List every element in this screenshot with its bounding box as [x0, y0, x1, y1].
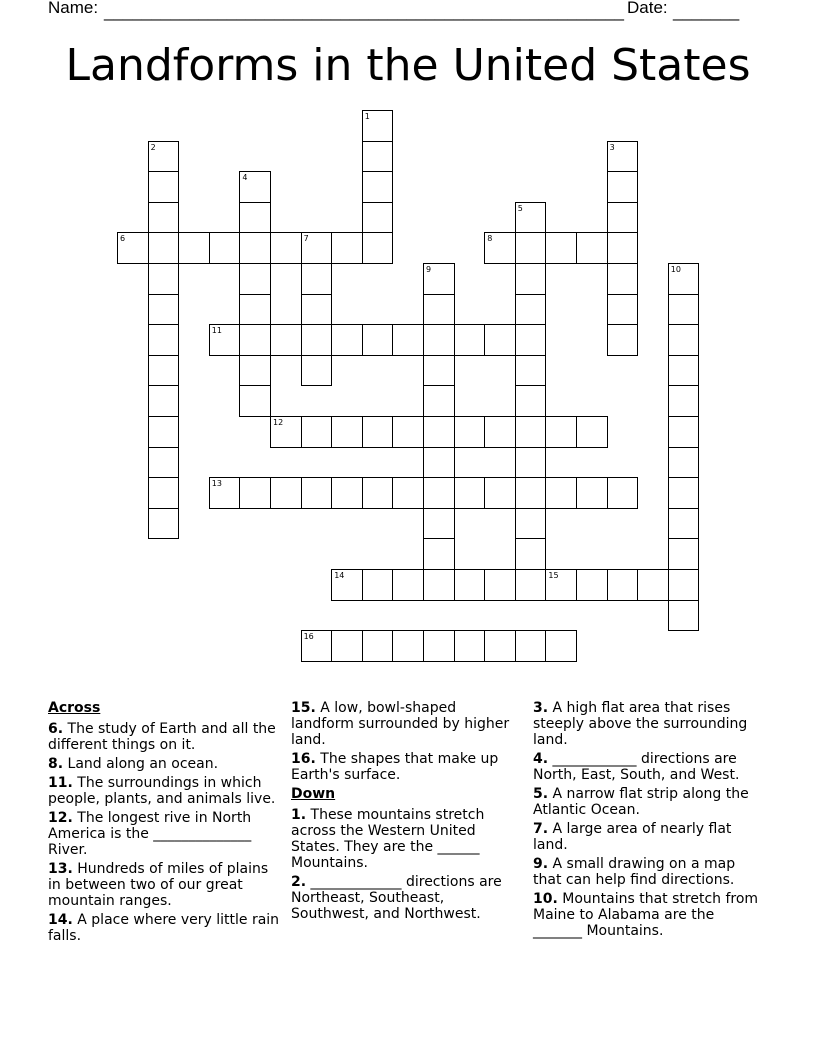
cell-number: 11: [211, 326, 222, 336]
clue-text: A large area of nearly flat land.: [533, 821, 732, 853]
grid-cell[interactable]: [392, 477, 424, 509]
grid-cell[interactable]: [148, 232, 180, 264]
grid-cell[interactable]: [148, 294, 180, 326]
grid-cell[interactable]: [301, 232, 333, 264]
date-label: Date:: [627, 0, 668, 17]
grid-cell[interactable]: [515, 508, 547, 540]
name-label: Name:: [48, 0, 99, 17]
clue-text: The longest rive in North America is the ______________ River.: [48, 810, 252, 858]
clue-down-3: [533, 700, 765, 748]
grid-cell[interactable]: [239, 324, 271, 356]
clue-number: 6.: [48, 721, 64, 737]
grid-cell[interactable]: [392, 416, 424, 448]
clues-column-3: [533, 700, 765, 942]
grid-cell[interactable]: [301, 324, 333, 356]
grid-cell[interactable]: [148, 385, 180, 417]
grid-cell[interactable]: [607, 171, 639, 203]
grid-cell[interactable]: [148, 355, 180, 387]
grid-cell[interactable]: [668, 263, 700, 295]
grid-cell[interactable]: [148, 508, 180, 540]
clue-across-13: [48, 861, 280, 909]
clue-across-15: [291, 700, 523, 748]
clue-text: A narrow flat strip along the Atlantic Ocean.: [533, 786, 749, 818]
cell-number: 9: [426, 265, 432, 274]
clue-text: The surroundings in which people, plants, and animals live.: [48, 775, 276, 807]
grid-cell[interactable]: [607, 263, 639, 295]
grid-cell[interactable]: [545, 569, 577, 601]
grid-cell[interactable]: [392, 569, 424, 601]
grid-cell[interactable]: [362, 477, 394, 509]
grid-cell[interactable]: [239, 477, 271, 509]
grid-cell[interactable]: [454, 477, 486, 509]
grid-cell[interactable]: [668, 324, 700, 356]
grid-cell[interactable]: [301, 263, 333, 295]
clue-text: A high flat area that rises steeply above the surrounding land.: [533, 700, 748, 748]
grid-cell[interactable]: [148, 141, 180, 173]
grid-cell[interactable]: [362, 110, 394, 142]
across-heading: Across: [48, 700, 101, 716]
grid-cell[interactable]: [423, 447, 455, 479]
grid-cell[interactable]: [239, 202, 271, 234]
grid-cell[interactable]: [515, 202, 547, 234]
grid-cell[interactable]: [331, 416, 363, 448]
clue-number: 10.: [533, 891, 558, 907]
grid-cell[interactable]: [607, 569, 639, 601]
clue-number: 8.: [48, 756, 64, 772]
page-title: Landforms in the United States: [65, 40, 751, 91]
cell-number: 12: [273, 418, 284, 427]
grid-cell[interactable]: [545, 630, 577, 662]
grid-cell[interactable]: [148, 324, 180, 356]
clue-across-11: [48, 775, 280, 807]
grid-cell[interactable]: [301, 294, 333, 326]
grid-cell[interactable]: [148, 263, 180, 295]
clue-number: 1.: [291, 807, 307, 823]
cell-number: 8: [487, 234, 493, 244]
cell-number: 2: [150, 142, 156, 152]
clue-number: 2.: [291, 874, 307, 890]
grid-cell[interactable]: [362, 141, 394, 173]
grid-cell[interactable]: [423, 324, 455, 356]
clue-down-9: [533, 856, 765, 888]
grid-cell[interactable]: [576, 569, 608, 601]
grid-cell[interactable]: [301, 477, 333, 509]
grid-cell[interactable]: [392, 324, 424, 356]
grid-cell[interactable]: [515, 263, 547, 295]
grid-cell[interactable]: [668, 355, 700, 387]
grid-cell[interactable]: [607, 232, 639, 264]
grid-cell[interactable]: [148, 477, 180, 509]
grid-cell[interactable]: [668, 600, 700, 632]
grid-cell[interactable]: [270, 232, 302, 264]
grid-cell[interactable]: [545, 416, 577, 448]
grid-cell[interactable]: [239, 385, 271, 417]
grid-cell[interactable]: [239, 294, 271, 326]
grid-cell[interactable]: [423, 385, 455, 417]
grid-cell[interactable]: [454, 416, 486, 448]
grid-cell[interactable]: [423, 294, 455, 326]
grid-cell[interactable]: [515, 477, 547, 509]
cell-number: 7: [303, 234, 309, 244]
grid-cell[interactable]: [668, 447, 700, 479]
grid-cell[interactable]: [362, 324, 394, 356]
clue-number: 4.: [533, 751, 549, 767]
grid-cell[interactable]: [423, 569, 455, 601]
grid-cell[interactable]: [362, 569, 394, 601]
clue-text: A place where very little rain falls.: [48, 912, 280, 944]
grid-cell[interactable]: [331, 569, 363, 601]
clue-number: 15.: [291, 700, 316, 716]
grid-cell[interactable]: [515, 324, 547, 356]
grid-cell[interactable]: [515, 232, 547, 264]
clue-across-8: [48, 756, 280, 772]
cell-number: 4: [242, 173, 248, 183]
clue-down-2: [291, 874, 523, 922]
clue-number: 16.: [291, 751, 316, 767]
clue-down-5: [533, 786, 765, 818]
grid-cell[interactable]: [270, 324, 302, 356]
clue-text: Mountains that stretch from Maine to Alabama are the _______ Mountains.: [533, 891, 759, 939]
grid-cell[interactable]: [484, 569, 516, 601]
grid-cell[interactable]: [423, 538, 455, 570]
grid-cell[interactable]: [545, 232, 577, 264]
grid-cell[interactable]: [209, 324, 241, 356]
clue-across-14: [48, 912, 280, 944]
clue-text: Hundreds of miles of plains in between two of our great mountain ranges.: [48, 861, 269, 909]
grid-cell[interactable]: [484, 324, 516, 356]
cell-number: 10: [670, 265, 681, 274]
clue-down-1: [291, 807, 523, 871]
clue-text: _____________ directions are Northeast, Southeast, Southwest, and Northwest.: [291, 874, 502, 922]
grid-cell[interactable]: [148, 447, 180, 479]
grid-cell[interactable]: [270, 416, 302, 448]
grid-cell[interactable]: [423, 263, 455, 295]
grid-cell[interactable]: [392, 630, 424, 662]
grid-cell[interactable]: [148, 171, 180, 203]
clue-down-10: [533, 891, 765, 939]
grid-cell[interactable]: [515, 294, 547, 326]
grid-cell[interactable]: [423, 508, 455, 540]
clue-down-7: [533, 821, 765, 853]
grid-cell[interactable]: [239, 232, 271, 264]
clue-text: The shapes that make up Earth's surface.: [291, 751, 499, 783]
clue-number: 13.: [48, 861, 73, 877]
grid-cell[interactable]: [484, 232, 516, 264]
grid-cell[interactable]: [515, 538, 547, 570]
grid-cell[interactable]: [668, 508, 700, 540]
grid-cell[interactable]: [515, 569, 547, 601]
clue-down-4: [533, 751, 765, 783]
grid-cell[interactable]: [117, 232, 149, 264]
grid-cell[interactable]: [576, 477, 608, 509]
name-line: _______________________________________________________: [104, 2, 625, 21]
grid-cell[interactable]: [148, 416, 180, 448]
grid-cell[interactable]: [607, 294, 639, 326]
clue-text: The study of Earth and all the different things on it.: [48, 721, 276, 753]
grid-cell[interactable]: [484, 416, 516, 448]
grid-cell[interactable]: [331, 630, 363, 662]
grid-cell[interactable]: [668, 569, 700, 601]
grid-cell[interactable]: [515, 630, 547, 662]
grid-cell[interactable]: [209, 232, 241, 264]
clue-number: 5.: [533, 786, 549, 802]
grid-cell[interactable]: [301, 630, 333, 662]
grid-cell[interactable]: [239, 171, 271, 203]
grid-cell[interactable]: [454, 324, 486, 356]
grid-cell[interactable]: [637, 569, 669, 601]
grid-cell[interactable]: [362, 630, 394, 662]
grid-cell[interactable]: [668, 385, 700, 417]
grid-cell[interactable]: [362, 416, 394, 448]
grid-cell[interactable]: [515, 416, 547, 448]
clue-text: These mountains stretch across the Western United States. They are the ______ Mountains.: [291, 807, 485, 871]
grid-cell[interactable]: [423, 477, 455, 509]
grid-cell[interactable]: [454, 630, 486, 662]
down-heading: Down: [291, 786, 336, 802]
cell-number: 16: [303, 632, 314, 642]
grid-cell[interactable]: [362, 232, 394, 264]
grid-cell[interactable]: [515, 447, 547, 479]
grid-cell[interactable]: [454, 569, 486, 601]
clue-number: 11.: [48, 775, 73, 791]
grid-cell[interactable]: [668, 416, 700, 448]
grid-cell[interactable]: [301, 355, 333, 387]
cell-number: 3: [609, 142, 615, 152]
grid-cell[interactable]: [178, 232, 210, 264]
clue-text: Land along an ocean.: [67, 756, 219, 772]
grid-cell[interactable]: [239, 355, 271, 387]
clues-column-1: [48, 700, 280, 947]
cell-number: 14: [334, 571, 345, 580]
grid-cell[interactable]: [270, 477, 302, 509]
grid-cell[interactable]: [209, 477, 241, 509]
grid-cell[interactable]: [576, 416, 608, 448]
grid-cell[interactable]: [423, 630, 455, 662]
grid-cell[interactable]: [484, 477, 516, 509]
clue-number: 3.: [533, 700, 549, 716]
grid-cell[interactable]: [607, 324, 639, 356]
grid-cell[interactable]: [484, 630, 516, 662]
grid-cell[interactable]: [331, 324, 363, 356]
clue-number: 14.: [48, 912, 73, 928]
cell-number: 6: [120, 234, 126, 244]
cell-number: 15: [548, 571, 559, 580]
clue-text: ____________ directions are North, East, South, and West.: [533, 751, 740, 783]
grid-cell[interactable]: [331, 232, 363, 264]
clue-text: A small drawing on a map that can help find directions.: [533, 856, 736, 888]
cell-number: 1: [364, 112, 370, 121]
clue-number: 7.: [533, 821, 549, 837]
grid-cell[interactable]: [362, 171, 394, 203]
clue-number: 12.: [48, 810, 73, 826]
grid-cell[interactable]: [607, 477, 639, 509]
grid-cell[interactable]: [331, 477, 363, 509]
grid-cell[interactable]: [545, 477, 577, 509]
clue-number: 9.: [533, 856, 549, 872]
grid-cell[interactable]: [668, 538, 700, 570]
clue-across-16: [291, 751, 523, 783]
grid-cell[interactable]: [239, 263, 271, 295]
grid-cell[interactable]: [515, 385, 547, 417]
date-line: _______: [673, 2, 740, 21]
cell-number: 5: [517, 203, 523, 213]
grid-cell[interactable]: [423, 416, 455, 448]
grid-cell[interactable]: [362, 202, 394, 234]
grid-cell[interactable]: [668, 477, 700, 509]
clue-across-12: [48, 810, 280, 858]
grid-cell[interactable]: [148, 202, 180, 234]
grid-cell[interactable]: [423, 355, 455, 387]
grid-cell[interactable]: [607, 202, 639, 234]
grid-cell[interactable]: [576, 232, 608, 264]
clues-column-2: [291, 700, 523, 925]
grid-cell[interactable]: [515, 355, 547, 387]
grid-cell[interactable]: [668, 294, 700, 326]
clue-text: A low, bowl-shaped landform surrounded by higher land.: [291, 700, 510, 748]
cell-number: 13: [211, 479, 222, 489]
grid-cell[interactable]: [607, 141, 639, 173]
grid-cell[interactable]: [301, 416, 333, 448]
clue-across-6: [48, 721, 280, 753]
